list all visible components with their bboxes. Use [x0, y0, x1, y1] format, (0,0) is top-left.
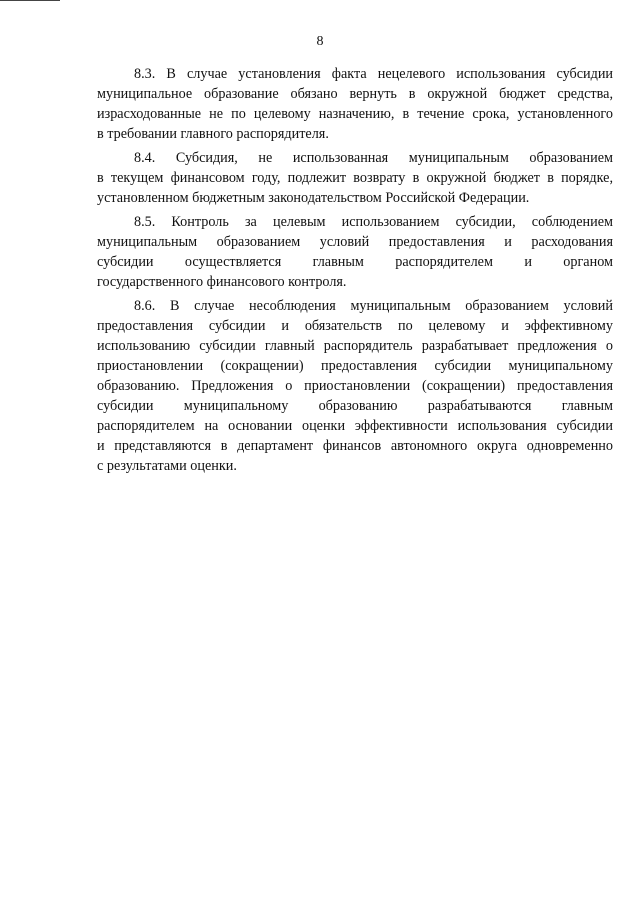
paragraph-line: установленном бюджетным законодательством Российской Федерации.	[97, 190, 530, 206]
paragraph-line: и представляются в департамент финансов автономного округа одновременно	[97, 438, 613, 454]
paragraph-line: образованию. Предложения о приостановлении (сокращении) предоставления	[97, 378, 613, 394]
page-number: 8	[316, 34, 324, 49]
paragraph-line: предоставления субсидии и обязательств по целевому и эффективному	[97, 318, 613, 334]
paragraph-8-4	[97, 148, 613, 208]
paragraph-line: муниципальное образование обязано вернуть в окружной бюджет средства,	[97, 86, 613, 102]
paragraph-8-3	[97, 64, 613, 144]
paragraph-line: субсидии муниципальному образованию разрабатываются главным	[97, 398, 613, 414]
paragraph-line: 8.6. В случае несоблюдения муниципальным образованием условий	[134, 298, 613, 314]
paragraph-line: 8.4. Субсидия, не использованная муниципальным образованием	[134, 150, 613, 166]
paragraph-line: 8.3. В случае установления факта нецелевого использования субсидии	[134, 66, 613, 82]
scan-edge-mark	[0, 0, 60, 1]
paragraph-line: приостановлении (сокращении) предоставления субсидии муниципальному	[97, 358, 613, 374]
paragraph-8-5	[97, 212, 613, 292]
paragraph-line: муниципальным образованием условий предоставления и расходования	[97, 234, 613, 250]
paragraph-line: использованию субсидии главный распорядитель разрабатывает предложения о	[97, 338, 613, 354]
paragraph-line: в требовании главного распорядителя.	[97, 126, 329, 142]
paragraph-line: государственного финансового контроля.	[97, 274, 347, 290]
paragraph-line: израсходованные не по целевому назначению, в течение срока, установленного	[97, 106, 613, 122]
paragraph-line: 8.5. Контроль за целевым использованием субсидии, соблюдением	[134, 214, 613, 230]
document-body	[97, 64, 613, 480]
paragraph-line: распорядителем на основании оценки эффективности использования субсидии	[97, 418, 613, 434]
paragraph-line: в текущем финансовом году, подлежит возврату в окружной бюджет в порядке,	[97, 170, 613, 186]
paragraph-line: субсидии осуществляется главным распорядителем и органом	[97, 254, 613, 270]
paragraph-8-6	[97, 296, 613, 476]
paragraph-line: с результатами оценки.	[97, 458, 237, 474]
